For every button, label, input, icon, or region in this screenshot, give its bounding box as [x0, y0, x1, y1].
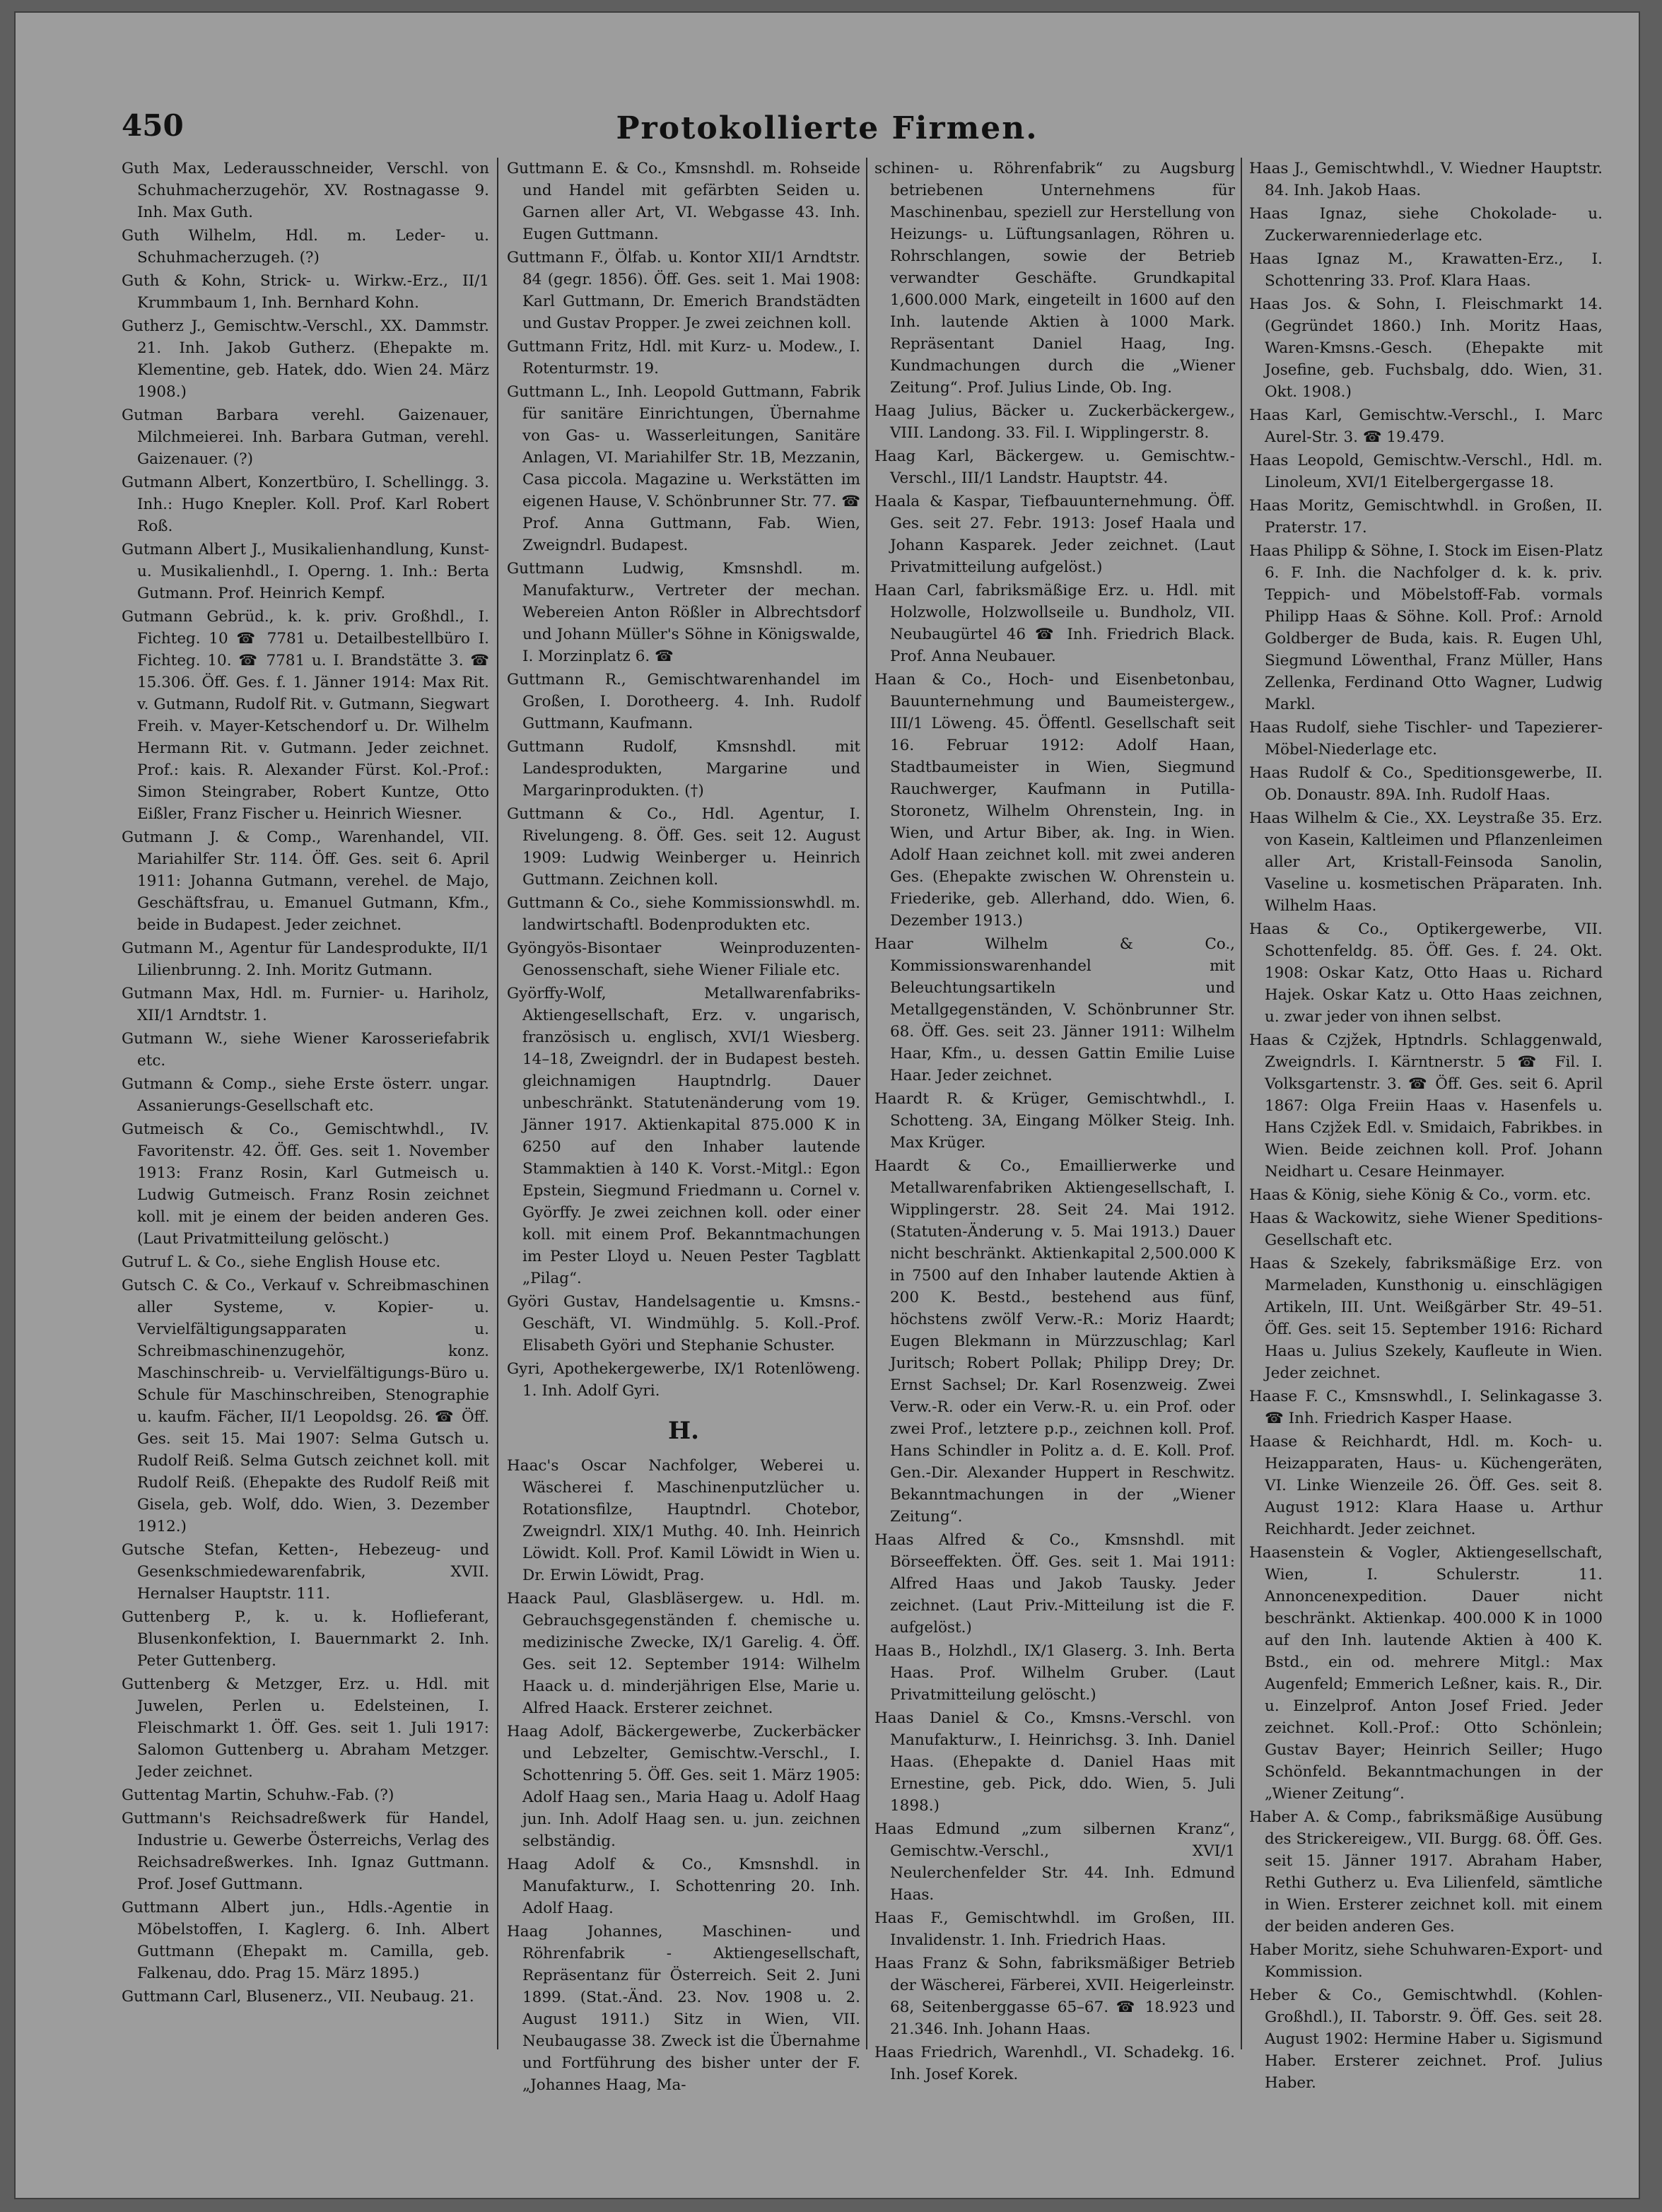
- directory-entry: Gutmann Max, Hdl. m. Furnier- u. Hariholz, XII/1 Arndtstr. 1.: [122, 985, 489, 1024]
- directory-entry: Gutsche Stefan, Ketten-, Hebezeug- und Gesenkschmiedewarenfabrik, XVII. Hernalser Hauptstr. 111.: [122, 1541, 489, 1603]
- directory-entry: Guth Max, Lederausschneider, Verschl. von Schuhmacherzugehör, XV. Rostnagasse 9. Inh. Max Guth.: [122, 160, 489, 221]
- directory-entry: Gutmann J. & Comp., Warenhandel, VII. Mariahilfer Str. 114. Öff. Ges. seit 6. April 1911: Johanna Gutmann, verehel. de Majo, Geschäftsfrau, u. Emanuel Gutmann, Kfm., beide in Budapest. Jeder zeichnet.: [122, 829, 489, 934]
- directory-entry: Haan & Co., Hoch- und Eisenbetonbau, Bauunternehmung und Baumeistergew., III/1 Löweng. 45. Öffentl. Gesellschaft seit 16. Februar 1912: Adolf Haan, Stadtbaumeister in Wien, Siegmund Rauchwerger, Kaufmann in Putilla-Storonetz, Wilhelm Ohrenstein, Ing. in Wien, und Artur Biber, ak. Ing. in Wien. Adolf Haan zeichnet koll. mit zwei anderen Ges. (Ehepakte zwischen W. Ohrenstein u. Friederike, geb. Allerhand, ddo. Wien, 6. Dezember 1913.): [874, 671, 1235, 930]
- directory-entry: Gyri, Apothekergewerbe, IX/1 Rotenlöweng. 1. Inh. Adolf Gyri.: [507, 1360, 860, 1400]
- directory-entry: Gutmann Gebrüd., k. k. priv. Großhdl., I. Fichteg. 10 ☎ 7781 u. Detailbestellbüro I. Fichteg. 10. ☎ 7781 u. I. Brandstätte 3. ☎ 15.306. Öff. Ges. f. 1. Jänner 1914: Max Rit. v. Gutmann, Rudolf Rit. v. Gutmann, Siegwart Freih. v. Mayer-Ketschendorf u. Dr. Wilhelm Hermann Rit. v. Gutmann. Jeder zeichnet. Prof.: kais. R. Alexander Fürst. Kol.-Prof.: Simon Steingraber, Robert Kuntze, Otto Eißler, Franz Fischer u. Heinrich Wiesner.: [122, 608, 489, 823]
- directory-entry: Gutherz J., Gemischtw.-Verschl., XX. Dammstr. 21. Inh. Jakob Gutherz. (Ehepakte m. Klementine, geb. Hatek, ddo. Wien 24. März 1908.): [122, 317, 489, 401]
- directory-entry: Gutsch C. & Co., Verkauf v. Schreibmaschinen aller Systeme, v. Kopier- u. Vervielfältigungsapparaten u. Schreibmaschinenzugehör, konz. Maschinschreib- u. Vervielfältigungs-Büro u. Schule für Maschinschreiben, Stenographie u. kaufm. Fächer, II/1 Leopoldsg. 26. ☎ Öff. Ges. seit 15. Mai 1907: Selma Gutsch u. Rudolf Reiß. Selma Gutsch zeichnet koll. mit Rudolf Reiß. (Ehepakte des Rudolf Reiß mit Gisela, geb. Wolf, ddo. Wien, 3. Dezember 1912.): [122, 1277, 489, 1535]
- directory-entry: Haas Leopold, Gemischtw.-Verschl., Hdl. m. Linoleum, XVI/1 Eitelbergergasse 18.: [1249, 452, 1603, 491]
- directory-entry: Gutmeisch & Co., Gemischtwhdl., IV. Favoritenstr. 42. Öff. Ges. seit 1. November 1913: Franz Rosin, Karl Gutmeisch u. Ludwig Gutmeisch. Franz Rosin zeichnet koll. mit je einem der beiden anderen Ges. (Laut Privatmitteilung gelöscht.): [122, 1120, 489, 1248]
- directory-entry: Guth & Kohn, Strick- u. Wirkw.-Erz., II/1 Krummbaum 1, Inh. Bernhard Kohn.: [122, 272, 489, 312]
- directory-entry: Haas Rudolf, siehe Tischler- und Tapezierer-Möbel-Niederlage etc.: [1249, 719, 1603, 759]
- directory-entry: Gutman Barbara verehl. Gaizenauer, Milchmeierei. Inh. Barbara Gutman, verehl. Gaizenauer. (?): [122, 406, 489, 468]
- directory-entry: Haas Edmund „zum silbernen Kranz“, Gemischtw.-Verschl., XVI/1 Neulerchenfelder Str. 44. Inh. Edmund Haas.: [874, 1820, 1235, 1904]
- directory-entry: Gutmann Albert, Konzertbüro, I. Schellingg. 3. Inh.: Hugo Knepler. Koll. Prof. Karl Robert Roß.: [122, 474, 489, 535]
- directory-entry: Guttmann Carl, Blusenerz., VII. Neubaug. 21.: [122, 1988, 474, 2006]
- column-4: [1249, 158, 1603, 2092]
- column-2: [507, 158, 860, 2094]
- directory-entry: Gutmann M., Agentur für Landesprodukte, II/1 Lilienbrunng. 2. Inh. Moritz Gutmann.: [122, 940, 489, 979]
- directory-entry: Haag Julius, Bäcker u. Zuckerbäckergew., VIII. Landong. 33. Fil. I. Wipplingerstr. 8.: [874, 402, 1235, 442]
- directory-entry: Guttmann's Reichsadreßwerk für Handel, Industrie u. Gewerbe Österreichs, Verlag des Reichsadreßwerkes. Inh. Ignaz Guttmann. Prof. Josef Guttmann.: [122, 1810, 489, 1893]
- directory-entry: schinen- u. Röhrenfabrik“ zu Augsburg betriebenen Unternehmens für Maschinenbau, speziell zur Herstellung von Heizungs- u. Lüftungsanlagen, Röhren u. Rohrschlangen, sowie der Betrieb verwandter Geschäfte. Grundkapital 1,600.000 Mark, eingeteilt in 1600 auf den Inh. lautende Aktien à 1000 Mark. Repräsentant Daniel Haag, Ing. Kundmachungen durch die „Wiener Zeitung“. Prof. Julius Linde, Ob. Ing.: [874, 160, 1235, 397]
- directory-entry: Guttenberg & Metzger, Erz. u. Hdl. mit Juwelen, Perlen u. Edelsteinen, I. Fleischmarkt 1. Öff. Ges. seit 1. Juli 1917: Salomon Guttenberg u. Abraham Metzger. Jeder zeichnet.: [122, 1675, 489, 1781]
- directory-entry: Haas Daniel & Co., Kmsns.-Verschl. von Manufakturw., I. Heinrichsg. 3. Inh. Daniel Haas. (Ehepakte d. Daniel Haas mit Ernestine, geb. Pick, ddo. Wien, 5. Juli 1898.): [874, 1709, 1235, 1815]
- directory-entry: Haber A. & Comp., fabriksmäßige Ausübung des Strickereigew., VII. Burgg. 68. Öff. Ges. seit 15. Jänner 1917. Abraham Haber, Rethi Gutherz u. Eva Lilienfeld, sämtliche in Wien. Ersterer zeichnet koll. mit einem der beiden anderen Ges.: [1249, 1808, 1603, 1936]
- directory-entry: Haas B., Holzhdl., IX/1 Glaserg. 3. Inh. Berta Haas. Prof. Wilhelm Gruber. (Laut Privatmitteilung gelöscht.): [874, 1642, 1235, 1704]
- directory-entry: Haas Ignaz M., Krawatten-Erz., I. Schottenring 33. Prof. Klara Haas.: [1249, 250, 1603, 290]
- directory-entry: Guttmann E. & Co., Kmsnshdl. m. Rohseide und Handel mit gefärbten Seiden u. Garnen aller Art, VI. Webgasse 43. Inh. Eugen Guttmann.: [507, 160, 860, 243]
- directory-entry: Haac's Oscar Nachfolger, Weberei u. Wäscherei f. Maschinenputzlücher u. Rotationsfilze, Hauptndrl. Chotebor, Zweigndrl. XIX/1 Muthg. 40. Inh. Heinrich Löwidt. Koll. Prof. Kamil Löwidt in Wien u. Dr. Erwin Löwidt, Prag.: [507, 1457, 860, 1584]
- directory-entry: Gutmann W., siehe Wiener Karosseriefabrik etc.: [122, 1030, 489, 1070]
- directory-entry: Guttmann Fritz, Hdl. mit Kurz- u. Modew., I. Rotenturmstr. 19.: [507, 338, 860, 378]
- directory-entry: Haas & König, siehe König & Co., vorm. etc.: [1249, 1186, 1591, 1204]
- directory-entry: Guttmann L., Inh. Leopold Guttmann, Fabrik für sanitäre Einrichtungen, Übernahme von Gas- u. Wasserleitungen, Sanitäre Anlagen, VI. Mariahilfer Str. 1B, Mezzanin, Casa piccola. Magazine u. Werkstätten im eigenen Hause, V. Schönbrunner Str. 77. ☎ Prof. Anna Guttmann, Fab. Wien, Zweigndrl. Budapest.: [507, 383, 860, 554]
- page-number: 450: [122, 108, 184, 143]
- directory-entry: Haas Jos. & Sohn, I. Fleischmarkt 14. (Gegründet 1860.) Inh. Moritz Haas, Waren-Kmsns.-Gesch. (Ehepakte mit Josefine, geb. Fuchsbalg, ddo. Wien, 31. Okt. 1908.): [1249, 295, 1603, 401]
- directory-entry: Haase & Reichhardt, Hdl. m. Koch- u. Heizapparaten, Haus- u. Küchengeräten, VI. Linke Wienzeile 26. Öff. Ges. seit 8. August 1912: Klara Haase u. Arthur Reichhardt. Jeder zeichnet.: [1249, 1433, 1603, 1538]
- directory-entry: Haala & Kaspar, Tiefbauunternehmung. Öff. Ges. seit 27. Febr. 1913: Josef Haala und Johann Kasparek. Jeder zeichnet. (Laut Privatmitteilung aufgelöst.): [874, 493, 1235, 576]
- document-page: [14, 11, 1640, 2199]
- directory-entry: Györffy-Wolf, Metallwarenfabriks-Aktiengesellschaft, Erz. v. ungarisch, französisch u. englisch, XVI/1 Wiesberg. 14–18, Zweigndrl. der in Budapest besteh. gleichnamigen Hauptndrlg. Dauer unbeschränkt. Statutenänderung vom 19. Jänner 1917. Aktienkapital 875.000 K in 6250 auf den Inhaber lautende Stammaktien à 140 K. Vorst.-Mitgl.: Egon Epstein, Siegmund Friedmann u. Cornel v. Györffy. Je zwei zeichnen koll. oder einer koll. mit einem Prof. Bekanntmachungen im Pester Lloyd u. Neuen Pester Tagblatt „Pilag“.: [507, 985, 860, 1287]
- directory-entry: Haas F., Gemischtwhdl. im Großen, III. Invalidenstr. 1. Inh. Friedrich Haas.: [874, 1909, 1235, 1949]
- directory-entry: Haas Wilhelm & Cie., XX. Leystraße 35. Erz. von Kasein, Kaltleimen und Pflanzenleimen aller Art, Kristall-Feinsoda Sanolin, Vaseline u. kosmetischen Präparaten. Inh. Wilhelm Haas.: [1249, 809, 1603, 915]
- directory-entry: Haag Adolf & Co., Kmsnshdl. in Manufakturw., I. Schottenring 20. Inh. Adolf Haag.: [507, 1856, 860, 1917]
- column-divider: [497, 158, 498, 2049]
- directory-entry: Heber & Co., Gemischtwhdl. (Kohlen-Großhdl.), II. Taborstr. 9. Öff. Ges. seit 28. August 1902: Hermine Haber u. Sigismund Haber. Ersterer zeichnet. Prof. Julius Haber.: [1249, 1986, 1603, 2092]
- directory-entry: Guttmann R., Gemischtwarenhandel im Großen, I. Dorotheerg. 4. Inh. Rudolf Guttmann, Kaufmann.: [507, 671, 860, 732]
- directory-entry: Haag Adolf, Bäckergewerbe, Zuckerbäcker und Lebzelter, Gemischtw.-Verschl., I. Schottenring 5. Öff. Ges. seit 1. März 1905: Adolf Haag sen., Maria Haag u. Adolf Haag jun. Inh. Adolf Haag sen. u. jun. zeichnen selbständig.: [507, 1723, 860, 1850]
- directory-entry: Haas Rudolf & Co., Speditionsgewerbe, II. Ob. Donaustr. 89A. Inh. Rudolf Haas.: [1249, 764, 1603, 804]
- directory-entry: Haan Carl, fabriksmäßige Erz. u. Hdl. mit Holzwolle, Holzwollseile u. Bundholz, VII. Neubaugürtel 46 ☎ Inh. Friedrich Black. Prof. Anna Neubauer.: [874, 582, 1235, 665]
- directory-entry: Guttmann Albert jun., Hdls.-Agentie in Möbelstoffen, I. Kaglerg. 6. Inh. Albert Guttmann (Ehepakt m. Camilla, geb. Falkenau, ddo. Prag 15. März 1895.): [122, 1899, 489, 1982]
- directory-entry: Guttmann Rudolf, Kmsnshdl. mit Landesprodukten, Margarine und Margarinprodukten. (†): [507, 738, 860, 800]
- directory-entry: Guttentag Martin, Schuhw.-Fab. (?): [122, 1786, 394, 1804]
- directory-entry: Haas Philipp & Söhne, I. Stock im Eisen-Platz 6. F. Inh. die Nachfolger d. k. k. priv. Teppich- und Möbelstoff-Fab. vormals Philipp Haas & Söhne. Koll. Prof.: Arnold Goldberger de Buda, kais. R. Eugen Uhl, Siegmund Löwenthal, Franz Müller, Hans Zellenka, Ferdinand Otto Wagner, Ludwig Markl.: [1249, 542, 1603, 713]
- directory-entry: Haar Wilhelm & Co., Kommissionswarenhandel mit Beleuchtungsartikeln und Metallgegenständen, V. Schönbrunner Str. 68. Öff. Ges. seit 23. Jänner 1911: Wilhelm Haar, Kfm., u. dessen Gattin Emilie Luise Haar. Jeder zeichnet.: [874, 935, 1235, 1084]
- directory-entry: Guttmann Ludwig, Kmsnshdl. m. Manufakturw., Vertreter der mechan. Webereien Anton Rößler in Albrechtsdorf und Johann Müller's Söhne in Königswalde, I. Morzinplatz 6. ☎: [507, 560, 860, 665]
- directory-entry: Haardt R. & Krüger, Gemischtwhdl., I. Schotteng. 3A, Eingang Mölker Steig. Inh. Max Krüger.: [874, 1090, 1235, 1152]
- directory-entry: Haas & Szekely, fabriksmäßige Erz. von Marmeladen, Kunsthonig u. einschlägigen Artikeln, III. Unt. Weißgärber Str. 49–51. Öff. Ges. seit 15. September 1916: Richard Haas u. Julius Szekely, Kaufleute in Wien. Jeder zeichnet.: [1249, 1255, 1603, 1382]
- directory-entry: Haber Moritz, siehe Schuhwaren-Export- und Kommission.: [1249, 1941, 1603, 1981]
- directory-entry: Guth Wilhelm, Hdl. m. Leder- u. Schuhmacherzugeh. (?): [122, 227, 489, 267]
- directory-entry: Haas Karl, Gemischtw.-Verschl., I. Marc Aurel-Str. 3. ☎ 19.479.: [1249, 406, 1603, 446]
- directory-entry: Haag Johannes, Maschinen- und Röhrenfabrik - Aktiengesellschaft, Repräsentanz für Österreich. Seit 2. Juni 1899. (Stat.-Änd. 23. Nov. 1908 u. 2. August 1911.) Sitz in Wien, VII. Neubaugasse 38. Zweck ist die Übernahme und Fortführung des bisher unter der F. „Johannes Haag, Ma-: [507, 1923, 860, 2094]
- directory-entry: Haase F. C., Kmsnswhdl., I. Selinkagasse 3. ☎ Inh. Friedrich Kasper Haase.: [1249, 1388, 1603, 1427]
- directory-entry: Haack Paul, Glasbläsergew. u. Hdl. m. Gebrauchsgegenständen f. chemische u. medizinische Zwecke, IX/1 Garelig. 4. Öff. Ges. seit 12. September 1914: Wilhelm Haack u. d. minderjährigen Else, Marie u. Alfred Haack. Ersterer zeichnet.: [507, 1590, 860, 1717]
- directory-entry: Guttmann F., Ölfab. u. Kontor XII/1 Arndtstr. 84 (gegr. 1856). Öff. Ges. seit 1. Mai 1908: Karl Guttmann, Dr. Emerich Brandstädten und Gustav Propper. Je zwei zeichnen koll.: [507, 249, 860, 332]
- directory-entry: Gyöngyös-Bisontaer Weinproduzenten-Genossenschaft, siehe Wiener Filiale etc.: [507, 940, 860, 979]
- directory-entry: Haas Ignaz, siehe Chokolade- u. Zuckerwarenniederlage etc.: [1249, 205, 1603, 245]
- column-divider: [866, 158, 867, 2049]
- directory-entry: Haas Alfred & Co., Kmsnshdl. mit Börseeffekten. Öff. Ges. seit 1. Mai 1911: Alfred Haas und Jakob Tausky. Jeder zeichnet. (Laut Priv.-Mitteilung ist die F. aufgelöst.): [874, 1531, 1235, 1637]
- directory-entry: Haas & Wackowitz, siehe Wiener Speditions-Gesellschaft etc.: [1249, 1210, 1603, 1249]
- directory-entry: Haas & Czjžek, Hptndrls. Schlaggenwald, Zweigndrls. I. Kärntnerstr. 5 ☎ Fil. I. Volksgartenstr. 3. ☎ Öff. Ges. seit 6. April 1867: Olga Freiin Haas v. Hasenfels u. Hans Czjžek Edl. v. Smidaich, Fabrikbes. in Wien. Beide zeichnen koll. Prof. Johann Neidhart u. Cesare Heinmayer.: [1249, 1031, 1603, 1181]
- directory-entry: Gutruf L. & Co., siehe English House etc.: [122, 1253, 441, 1271]
- column-3: [874, 158, 1235, 2083]
- directory-entry: Haas & Co., Optikergewerbe, VII. Schottenfeldg. 85. Öff. Ges. f. 24. Okt. 1908: Oskar Katz, Otto Haas u. Richard Hajek. Oskar Katz u. Otto Haas zeichnen, u. zwar jeder von ihnen selbst.: [1249, 920, 1603, 1026]
- directory-entry: Haas Friedrich, Warenhdl., VI. Schadekg. 16. Inh. Josef Korek.: [874, 2044, 1235, 2083]
- directory-entry: Guttmann & Co., Hdl. Agentur, I. Rivelungeng. 8. Öff. Ges. seit 12. August 1909: Ludwig Weinberger u. Heinrich Guttmann. Zeichnen koll.: [507, 805, 860, 889]
- directory-entry: Haas J., Gemischtwhdl., V. Wiedner Hauptstr. 84. Inh. Jakob Haas.: [1249, 160, 1603, 199]
- directory-entry: Haasenstein & Vogler, Aktiengesellschaft, Wien, I. Schulerstr. 11. Annoncenexpedition. Dauer nicht beschränkt. Aktienkap. 400.000 K in 1000 auf den Inh. lautende Aktien à 400 K. Bstd., ein od. mehrere Mitgl.: Max Augenfeld; Emmerich Leßner, kais. R., Dir. u. Einzelprof. Anton Josef Fried. Jeder zeichnet. Koll.-Prof.: Otto Schönlein; Gustav Bayer; Heinrich Seiller; Hugo Schönfeld. Bekanntmachungen in der „Wiener Zeitung“.: [1249, 1544, 1603, 1803]
- directory-entry: Guttenberg P., k. u. k. Hoflieferant, Blusenkonfektion, I. Bauernmarkt 2. Inh. Peter Guttenberg.: [122, 1608, 489, 1670]
- page-title: Protokollierte Firmen.: [616, 110, 1038, 146]
- section-heading: H.: [668, 1417, 699, 1445]
- directory-entry: Gutmann & Comp., siehe Erste österr. ungar. Assanierungs-Gesellschaft etc.: [122, 1075, 489, 1115]
- column-1: [122, 158, 489, 2056]
- directory-entry: Gutmann Albert J., Musikalienhandlung, Kunst- u. Musikalienhdl., I. Operng. 1. Inh.: Berta Gutmann. Prof. Heinrich Kempf.: [122, 541, 489, 602]
- directory-entry: Györi Gustav, Handelsagentie u. Kmsns.-Geschäft, VI. Windmühlg. 5. Koll.-Prof. Elisabeth Györi und Stephanie Schuster.: [507, 1293, 860, 1354]
- directory-entry: Haas Moritz, Gemischtwhdl. in Großen, II. Praterstr. 17.: [1249, 497, 1603, 537]
- directory-entry: Haardt & Co., Emaillierwerke und Metallwarenfabriken Aktiengesellschaft, I. Wipplingerstr. 28. Seit 24. Mai 1912. (Statuten-Änderung v. 5. Mai 1913.) Dauer nicht beschränkt. Aktienkapital 2,500.000 K in 7500 auf den Inhaber lautende Aktien à 200 K. Bestd., bestehend aus fünf, höchstens zwölf Verw.-R.: Moriz Haardt; Eugen Blekmann in Mürzzuschlag; Karl Juritsch; Robert Pollak; Philipp Drey; Dr. Ernst Sachsel; Dr. Karl Rosenzweig. Zwei Verw.-R. oder ein Verw.-R. u. ein Prof. oder zwei Prof., letztere p.p., zeichnen koll. Prof. Hans Schindler in Politz a. d. E. Koll. Prof. Gen.-Dir. Alexander Huppert in Reschwitz. Bekanntmachungen in der „Wiener Zeitung“.: [874, 1157, 1235, 1526]
- directory-entry: Haas Franz & Sohn, fabriksmäßiger Betrieb der Wäscherei, Färberei, XVII. Heigerleinstr. 68, Seitenberggasse 65–67. ☎ 18.923 und 21.346. Inh. Johann Haas.: [874, 1955, 1235, 2038]
- directory-entry: Haag Karl, Bäckergew. u. Gemischtw.-Verschl., III/1 Landstr. Hauptstr. 44.: [874, 447, 1235, 487]
- column-divider: [1241, 158, 1242, 2049]
- directory-entry: Guttmann & Co., siehe Kommissionswhdl. m. landwirtschaftl. Bodenprodukten etc.: [507, 894, 860, 934]
